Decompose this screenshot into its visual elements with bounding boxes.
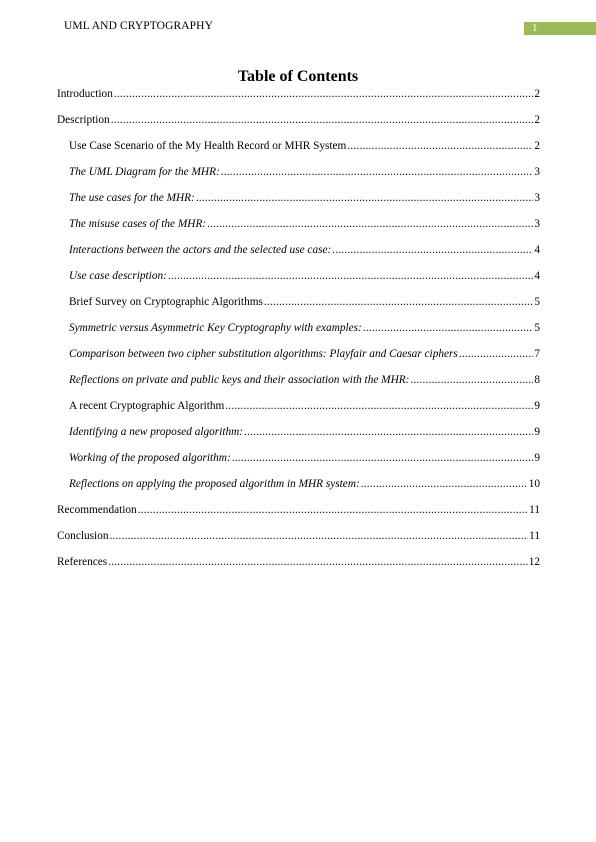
toc-entry-label: The use cases for the MHR: bbox=[69, 192, 195, 204]
toc-entry[interactable] bbox=[57, 140, 540, 166]
toc-entry-label: Interactions between the actors and the selected use case: bbox=[69, 244, 332, 256]
toc-dot-leader bbox=[459, 348, 534, 360]
toc-dot-leader bbox=[138, 504, 528, 516]
toc-dot-leader bbox=[264, 296, 533, 308]
toc-dot-leader bbox=[109, 530, 528, 542]
toc-entry[interactable] bbox=[57, 192, 540, 218]
toc-entry-label: Introduction bbox=[57, 88, 113, 100]
toc-entry[interactable] bbox=[57, 348, 540, 374]
toc-entry[interactable] bbox=[57, 530, 540, 556]
running-header: UML AND CRYPTOGRAPHY bbox=[64, 20, 213, 32]
toc-entry-page: 4 bbox=[534, 270, 540, 282]
toc-entry-page: 5 bbox=[534, 296, 540, 308]
toc-dot-leader bbox=[225, 400, 533, 412]
toc-entry-label: Reflections on private and public keys and their association with the MHR: bbox=[69, 374, 410, 386]
toc-entry[interactable] bbox=[57, 244, 540, 270]
toc-entry-label: Use Case Scenario of the My Health Record or MHR System bbox=[69, 140, 347, 152]
toc-entry[interactable] bbox=[57, 114, 540, 140]
toc-entry[interactable] bbox=[57, 504, 540, 530]
toc-entry[interactable] bbox=[57, 478, 540, 504]
toc-entry-label: Description bbox=[57, 114, 110, 126]
toc-entry-page: 9 bbox=[534, 452, 540, 464]
toc-entry-page: 2 bbox=[534, 114, 540, 126]
toc-entry[interactable] bbox=[57, 400, 540, 426]
toc-dot-leader bbox=[244, 426, 533, 438]
toc-entry[interactable] bbox=[57, 88, 540, 114]
toc-entry-label: Brief Survey on Cryptographic Algorithms bbox=[69, 296, 263, 308]
toc-entry-page: 11 bbox=[529, 504, 540, 516]
toc-dot-leader bbox=[221, 166, 534, 178]
toc-entry[interactable] bbox=[57, 556, 540, 582]
toc-entry-page: 4 bbox=[534, 244, 540, 256]
toc-dot-leader bbox=[363, 322, 534, 334]
toc-entry-page: 10 bbox=[528, 478, 540, 490]
toc-dot-leader bbox=[361, 478, 528, 490]
toc-entry[interactable] bbox=[57, 452, 540, 478]
toc-entry-page: 9 bbox=[534, 426, 540, 438]
toc-title: Table of Contents bbox=[237, 68, 359, 85]
toc-entry-page: 9 bbox=[534, 400, 540, 412]
toc-entry-label: A recent Cryptographic Algorithm bbox=[69, 400, 225, 412]
toc-entry-label: The misuse cases of the MHR: bbox=[69, 218, 207, 230]
toc-entry-label: Recommendation bbox=[57, 504, 137, 516]
toc-entry[interactable] bbox=[57, 270, 540, 296]
toc-entry-label: Symmetric versus Asymmetric Key Cryptography with examples: bbox=[69, 322, 362, 334]
toc-entry[interactable] bbox=[57, 296, 540, 322]
toc-dot-leader bbox=[347, 140, 533, 152]
toc-dot-leader bbox=[332, 244, 533, 256]
toc-entry[interactable] bbox=[57, 218, 540, 244]
toc-dot-leader bbox=[111, 114, 534, 126]
toc-entry-page: 12 bbox=[528, 556, 540, 568]
toc-entry-page: 2 bbox=[534, 88, 540, 100]
toc-entry-label: Conclusion bbox=[57, 530, 109, 542]
toc-dot-leader bbox=[410, 374, 533, 386]
toc-entry-page: 3 bbox=[534, 166, 540, 178]
toc-entry[interactable] bbox=[57, 166, 540, 192]
toc-entry-page: 5 bbox=[534, 322, 540, 334]
toc-entry[interactable] bbox=[57, 374, 540, 400]
toc-entry-label: Working of the proposed algorithm: bbox=[69, 452, 231, 464]
toc-dot-leader bbox=[108, 556, 528, 568]
page-number-badge: 1 bbox=[524, 22, 596, 35]
toc-dot-leader bbox=[196, 192, 534, 204]
toc-entry-label: The UML Diagram for the MHR: bbox=[69, 166, 220, 178]
toc-dot-leader bbox=[114, 88, 533, 100]
toc-entry-label: References bbox=[57, 556, 108, 568]
table-of-contents bbox=[57, 88, 540, 582]
toc-entry-label: Reflections on applying the proposed algorithm in MHR system: bbox=[69, 478, 360, 490]
toc-entry-label: Use case description: bbox=[69, 270, 167, 282]
toc-entry-page: 3 bbox=[534, 218, 540, 230]
toc-entry-label: Identifying a new proposed algorithm: bbox=[69, 426, 244, 438]
toc-entry-label: Comparison between two cipher substitution algorithms: Playfair and Caesar ciphers bbox=[69, 348, 458, 360]
toc-entry-page: 7 bbox=[534, 348, 540, 360]
toc-entry-page: 11 bbox=[529, 530, 540, 542]
toc-entry[interactable] bbox=[57, 322, 540, 348]
toc-dot-leader bbox=[207, 218, 533, 230]
toc-entry-page: 3 bbox=[534, 192, 540, 204]
toc-entry[interactable] bbox=[57, 426, 540, 452]
toc-dot-leader bbox=[232, 452, 534, 464]
toc-dot-leader bbox=[168, 270, 533, 282]
toc-entry-page: 2 bbox=[534, 140, 540, 152]
toc-entry-page: 8 bbox=[534, 374, 540, 386]
